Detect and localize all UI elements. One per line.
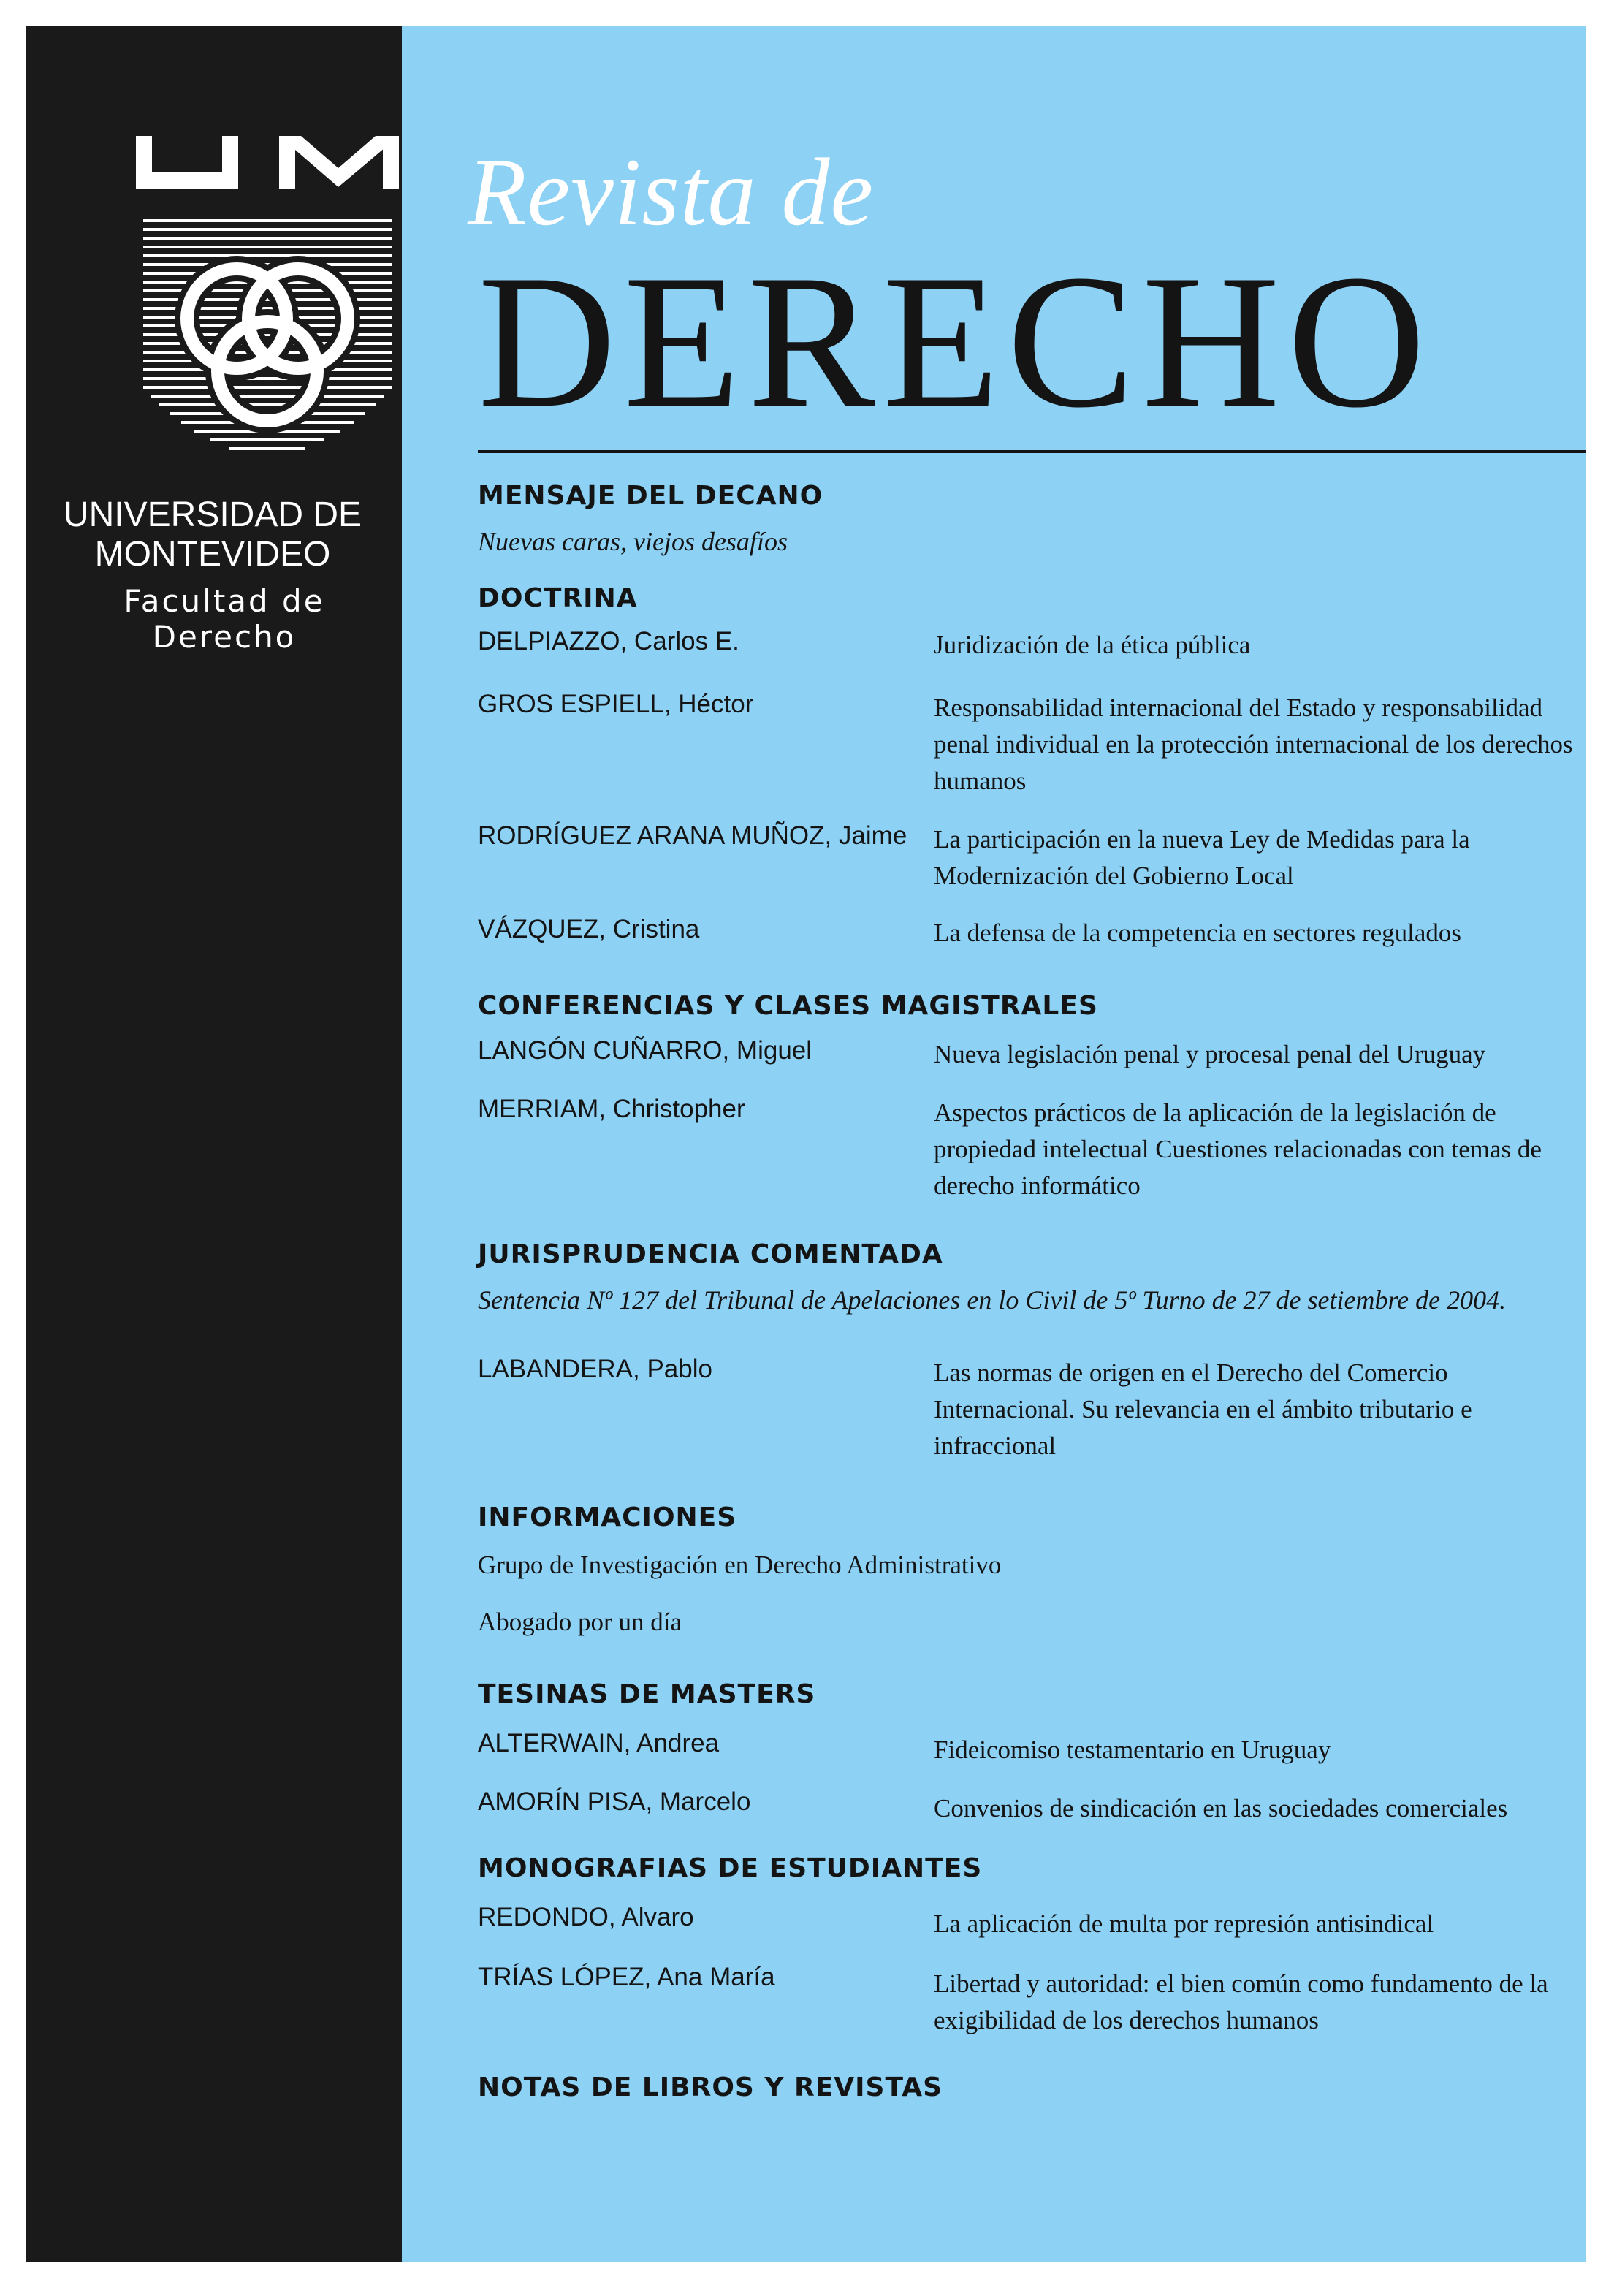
article-title: Responsabilidad internacional del Estado y responsabilidad penal individual en la protección internacional de los derechos humanos — [934, 693, 1573, 795]
author-name: RODRÍGUEZ ARANA MUÑOZ, Jaime — [478, 821, 907, 850]
section-heading-informaciones: INFORMACIONES — [478, 1502, 737, 1532]
article-title: Libertad y autoridad: el bien común como fundamento de la exigibilidad de los derechos humanos — [934, 1969, 1548, 2034]
author-name: TRÍAS LÓPEZ, Ana María — [478, 1963, 775, 1991]
author-name: LABANDERA, Pablo — [478, 1355, 712, 1383]
author-name: MERRIAM, Christopher — [478, 1095, 745, 1123]
article-title: Juridización de la ética pública — [934, 631, 1251, 659]
mensaje-subtitle: Nuevas caras, viejos desafíos — [478, 527, 788, 556]
university-name — [56, 495, 370, 574]
article-title: Nueva legislación penal y procesal penal del Uruguay — [934, 1040, 1486, 1068]
title-revista-de: Revista de — [468, 138, 875, 246]
section-heading-jurisprudencia: JURISPRUDENCIA COMENTADA — [478, 1239, 943, 1269]
author-name: VÁZQUEZ, Cristina — [478, 915, 700, 943]
author-name: DELPIAZZO, Carlos E. — [478, 627, 739, 655]
university-name-line1: UNIVERSIDAD DE — [63, 495, 362, 534]
title-divider — [478, 450, 1586, 453]
author-name: LANGÓN CUÑARRO, Miguel — [478, 1036, 812, 1065]
section-heading-tesinas: TESINAS DE MASTERS — [478, 1679, 816, 1709]
author-name: REDONDO, Alvaro — [478, 1903, 694, 1931]
article-title: La participación en la nueva Ley de Medidas para la Modernización del Gobierno Local — [934, 825, 1470, 890]
author-name: AMORÍN PISA, Marcelo — [478, 1787, 751, 1816]
article-title: Aspectos prácticos de la aplicación de la legislación de propiedad intelectual Cuestiones relacionadas con temas de derecho informático — [934, 1098, 1542, 1200]
sidebar — [26, 26, 402, 2262]
info-item: Abogado por un día — [478, 1608, 682, 1636]
author-name: ALTERWAIN, Andrea — [478, 1729, 720, 1757]
section-heading-monografias: MONOGRAFIAS DE ESTUDIANTES — [478, 1853, 983, 1883]
article-title: Convenios de sindicación en las sociedades comerciales — [934, 1794, 1508, 1822]
cover-main-panel — [402, 26, 1586, 2262]
jurisprudencia-subtitle: Sentencia Nº 127 del Tribunal de Apelaciones en lo Civil de 5º Turno de 27 de setiembre de 2004. — [478, 1285, 1507, 1315]
title-derecho: DERECHO — [478, 235, 1434, 447]
section-heading-mensaje: MENSAJE DEL DECANO — [478, 481, 823, 511]
knot-seal-icon — [143, 216, 392, 479]
article-title: La defensa de la competencia en sectores regulados — [934, 919, 1462, 947]
faculty-name: Facultad de Derecho — [123, 583, 325, 655]
um-logo-letters — [136, 136, 399, 189]
section-heading-notas: NOTAS DE LIBROS Y REVISTAS — [478, 2072, 943, 2102]
article-title: La aplicación de multa por represión antisindical — [934, 1909, 1434, 1938]
article-title: Fideicomiso testamentario en Uruguay — [934, 1736, 1331, 1764]
article-title: Las normas de origen en el Derecho del Comercio Internacional. Su relevancia en el ámbito tributario e infraccional — [934, 1358, 1472, 1460]
info-item: Grupo de Investigación en Derecho Administrativo — [478, 1551, 1002, 1579]
author-name: GROS ESPIELL, Héctor — [478, 690, 754, 718]
section-heading-doctrina: DOCTRINA — [478, 583, 638, 613]
section-heading-conferencias: CONFERENCIAS Y CLASES MAGISTRALES — [478, 991, 1098, 1021]
university-name-line2: MONTEVIDEO — [94, 535, 331, 574]
um-logo — [136, 136, 399, 189]
